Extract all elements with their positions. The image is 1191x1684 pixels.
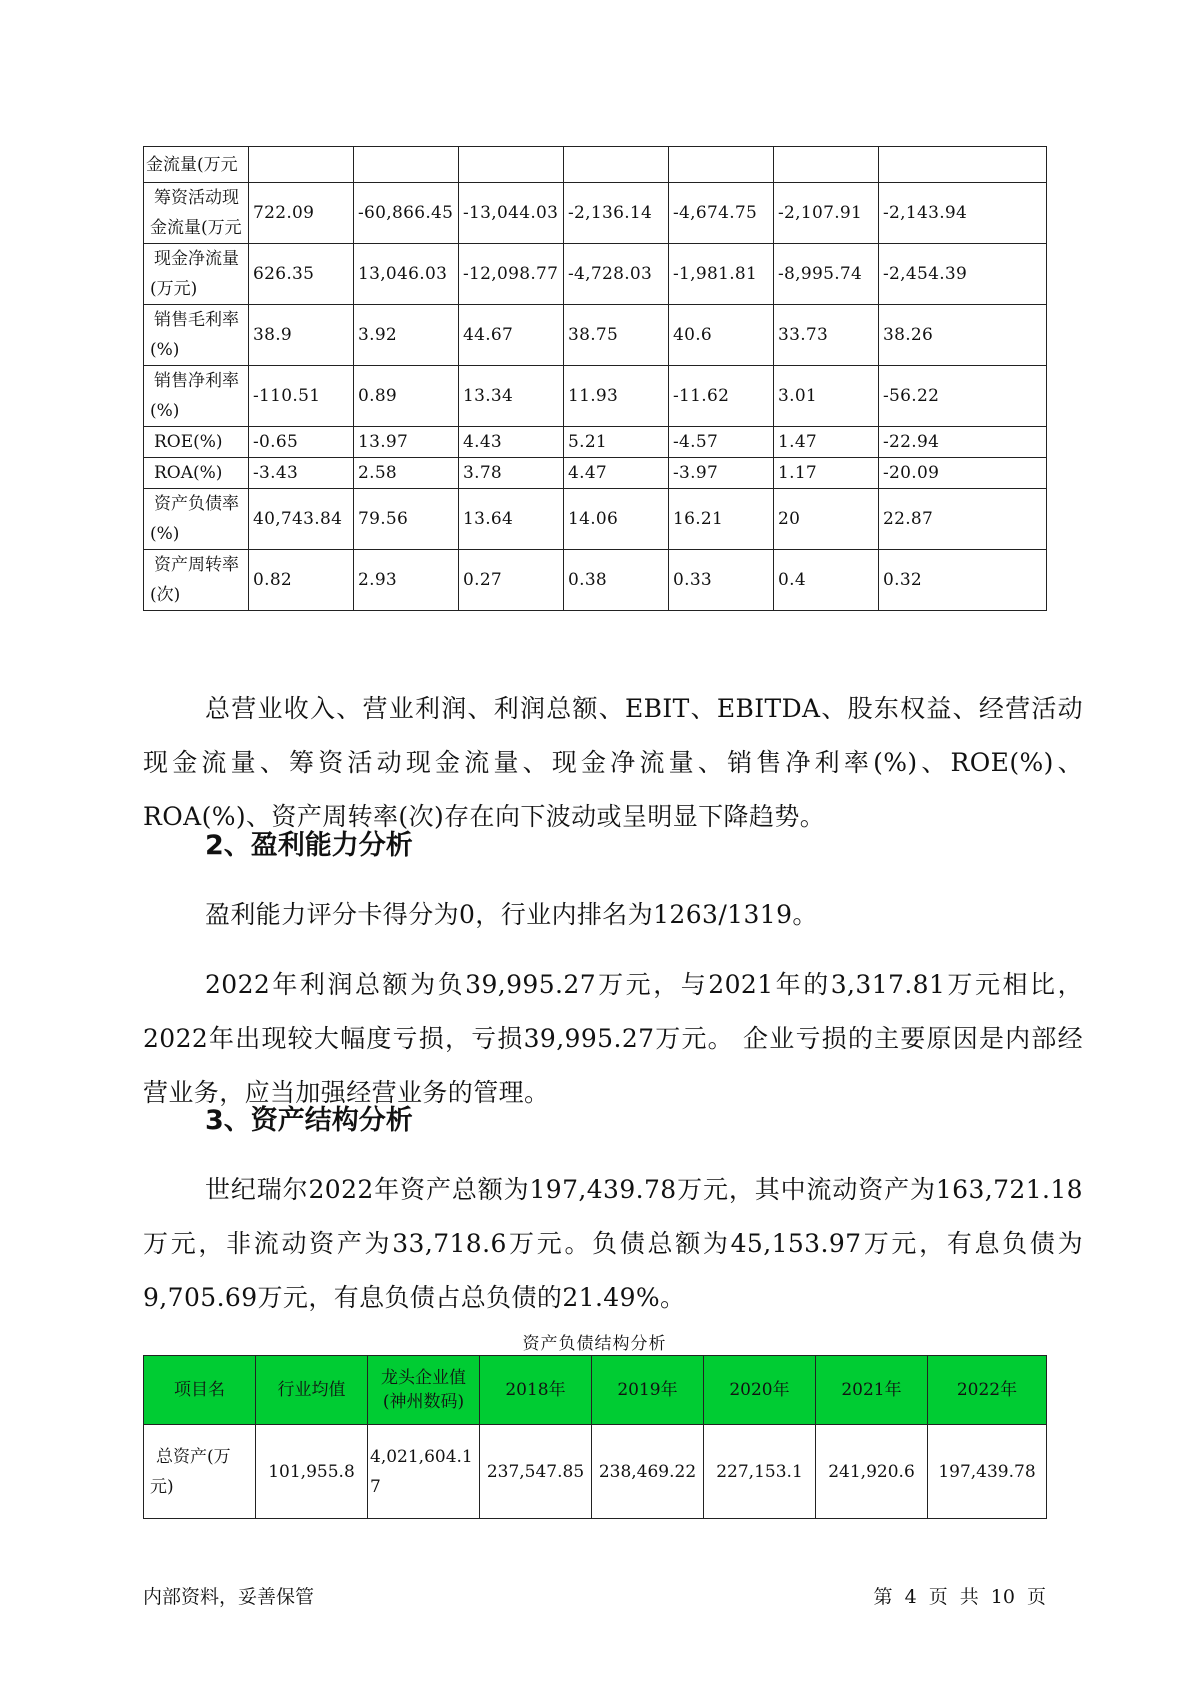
table-cell: 38.26 — [879, 305, 1047, 366]
table-cell: 2.58 — [354, 458, 459, 489]
table-row — [144, 1425, 1047, 1519]
table-cell: -2,454.39 — [879, 244, 1047, 305]
table-cell: 241,920.6 — [816, 1425, 928, 1519]
table-cell: 38.9 — [249, 305, 354, 366]
row-label: 资产周转率(次) — [144, 550, 249, 611]
table-cell: 4.43 — [459, 427, 564, 458]
table-cell: 16.21 — [669, 489, 774, 550]
table-cell: 14.06 — [564, 489, 669, 550]
table-cell: -8,995.74 — [774, 244, 879, 305]
header-cell: 2021年 — [816, 1356, 928, 1425]
row-label: 现金净流量(万元) — [144, 244, 249, 305]
table-cell: 13.64 — [459, 489, 564, 550]
table-cell: 0.4 — [774, 550, 879, 611]
table-cell: -4,728.03 — [564, 244, 669, 305]
table-cell: 20 — [774, 489, 879, 550]
header-cell: 2018年 — [480, 1356, 592, 1425]
header-cell: 2022年 — [928, 1356, 1047, 1425]
table-row — [144, 427, 1047, 458]
footer-confidential-note: 内部资料，妥善保管 — [143, 1586, 315, 1608]
table-cell: 0.89 — [354, 366, 459, 427]
row-label: ROA(%) — [144, 458, 249, 489]
header-cell: 2019年 — [592, 1356, 704, 1425]
table-cell: -0.65 — [249, 427, 354, 458]
table-row — [144, 147, 1047, 183]
table-cell — [879, 147, 1047, 183]
table-row — [144, 244, 1047, 305]
table-cell: -3.43 — [249, 458, 354, 489]
table-cell: -2,136.14 — [564, 183, 669, 244]
table-caption: 资产负债结构分析 — [522, 1334, 667, 1354]
table-cell: 79.56 — [354, 489, 459, 550]
table-cell: 0.32 — [879, 550, 1047, 611]
table-cell: 1.47 — [774, 427, 879, 458]
table-cell: -22.94 — [879, 427, 1047, 458]
table-cell — [459, 147, 564, 183]
table-cell — [249, 147, 354, 183]
table-cell: 11.93 — [564, 366, 669, 427]
page-number: 第 4 页 共 10 页 — [873, 1586, 1046, 1608]
table-cell: -12,098.77 — [459, 244, 564, 305]
table-row — [144, 183, 1047, 244]
table-cell: 197,439.78 — [928, 1425, 1047, 1519]
table-cell — [354, 147, 459, 183]
header-cell: 2020年 — [704, 1356, 816, 1425]
section-heading-asset-structure: 3、资产结构分析 — [205, 1105, 413, 1136]
table-cell: 101,955.8 — [256, 1425, 368, 1519]
row-label: 筹资活动现金流量(万元 — [144, 183, 249, 244]
table-cell: 0.82 — [249, 550, 354, 611]
asset-structure-paragraph: 世纪瑞尔2022年资产总额为197,439.78万元，其中流动资产为163,721.18万元，非流动资产为33,718.6万元。负债总额为45,153.97万元，有息负债为9,705.69万元，有息负债占总负债的21.49%。 — [143, 1175, 1083, 1312]
table-cell: 13.34 — [459, 366, 564, 427]
profitability-score-paragraph: 盈利能力评分卡得分为0，行业内排名为1263/1319。 — [205, 900, 818, 929]
table-cell: 4.47 — [564, 458, 669, 489]
table-cell: -110.51 — [249, 366, 354, 427]
table-cell: -1,981.81 — [669, 244, 774, 305]
table-row — [144, 550, 1047, 611]
table-cell: 3.01 — [774, 366, 879, 427]
section-heading-profitability: 2、盈利能力分析 — [205, 830, 413, 861]
header-cell: 项目名 — [144, 1356, 256, 1425]
table-cell: 0.38 — [564, 550, 669, 611]
table-cell: -2,143.94 — [879, 183, 1047, 244]
table-header-row — [144, 1356, 1047, 1425]
table-cell: 237,547.85 — [480, 1425, 592, 1519]
table-cell: -20.09 — [879, 458, 1047, 489]
table-cell: 227,153.1 — [704, 1425, 816, 1519]
table-cell: 13,046.03 — [354, 244, 459, 305]
financial-metrics-table — [143, 146, 1047, 611]
table-cell — [774, 147, 879, 183]
table-cell: -60,866.45 — [354, 183, 459, 244]
table-cell: -3.97 — [669, 458, 774, 489]
row-label: 销售净利率(%) — [144, 366, 249, 427]
table-cell: -56.22 — [879, 366, 1047, 427]
table-cell: -2,107.91 — [774, 183, 879, 244]
row-label: 销售毛利率(%) — [144, 305, 249, 366]
table-cell: 38.75 — [564, 305, 669, 366]
table-cell: 13.97 — [354, 427, 459, 458]
row-label: ROE(%) — [144, 427, 249, 458]
asset-liability-structure-table — [143, 1355, 1047, 1519]
table-cell — [669, 147, 774, 183]
table-row — [144, 489, 1047, 550]
row-label: 总资产(万元) — [144, 1425, 256, 1519]
table-cell: 722.09 — [249, 183, 354, 244]
table-cell: 44.67 — [459, 305, 564, 366]
summary-paragraph: 总营业收入、营业利润、利润总额、EBIT、EBITDA、股东权益、经营活动现金流量、筹资活动现金流量、现金净流量、销售净利率(%)、ROE(%)、ROA(%)、资产周转率(次)存在向下波动或呈明显下降趋势。 — [143, 694, 1083, 831]
table-cell: 3.78 — [459, 458, 564, 489]
table-cell: 4,021,604.17 — [368, 1425, 480, 1519]
table-cell: 40,743.84 — [249, 489, 354, 550]
table-cell: 2.93 — [354, 550, 459, 611]
row-label: 资产负债率(%) — [144, 489, 249, 550]
table-cell: -4,674.75 — [669, 183, 774, 244]
header-cell: 行业均值 — [256, 1356, 368, 1425]
table-cell: 22.87 — [879, 489, 1047, 550]
table-row — [144, 458, 1047, 489]
table-cell: 626.35 — [249, 244, 354, 305]
table-row — [144, 305, 1047, 366]
table-cell: 0.33 — [669, 550, 774, 611]
table-cell: 40.6 — [669, 305, 774, 366]
table-cell: -4.57 — [669, 427, 774, 458]
table-cell: 33.73 — [774, 305, 879, 366]
profit-analysis-paragraph: 2022年利润总额为负39,995.27万元，与2021年的3,317.81万元相比，2022年出现较大幅度亏损，亏损39,995.27万元。 企业亏损的主要原因是内部经营业务，应当加强经营业务的管理。 — [143, 970, 1083, 1107]
table-cell: 238,469.22 — [592, 1425, 704, 1519]
row-label: 金流量(万元 — [144, 147, 249, 183]
header-cell: 龙头企业值(神州数码) — [368, 1356, 480, 1425]
table-cell — [564, 147, 669, 183]
table-cell: 3.92 — [354, 305, 459, 366]
table-row — [144, 366, 1047, 427]
table-cell: -11.62 — [669, 366, 774, 427]
table-cell: 5.21 — [564, 427, 669, 458]
table-cell: 1.17 — [774, 458, 879, 489]
table-cell: -13,044.03 — [459, 183, 564, 244]
table-cell: 0.27 — [459, 550, 564, 611]
